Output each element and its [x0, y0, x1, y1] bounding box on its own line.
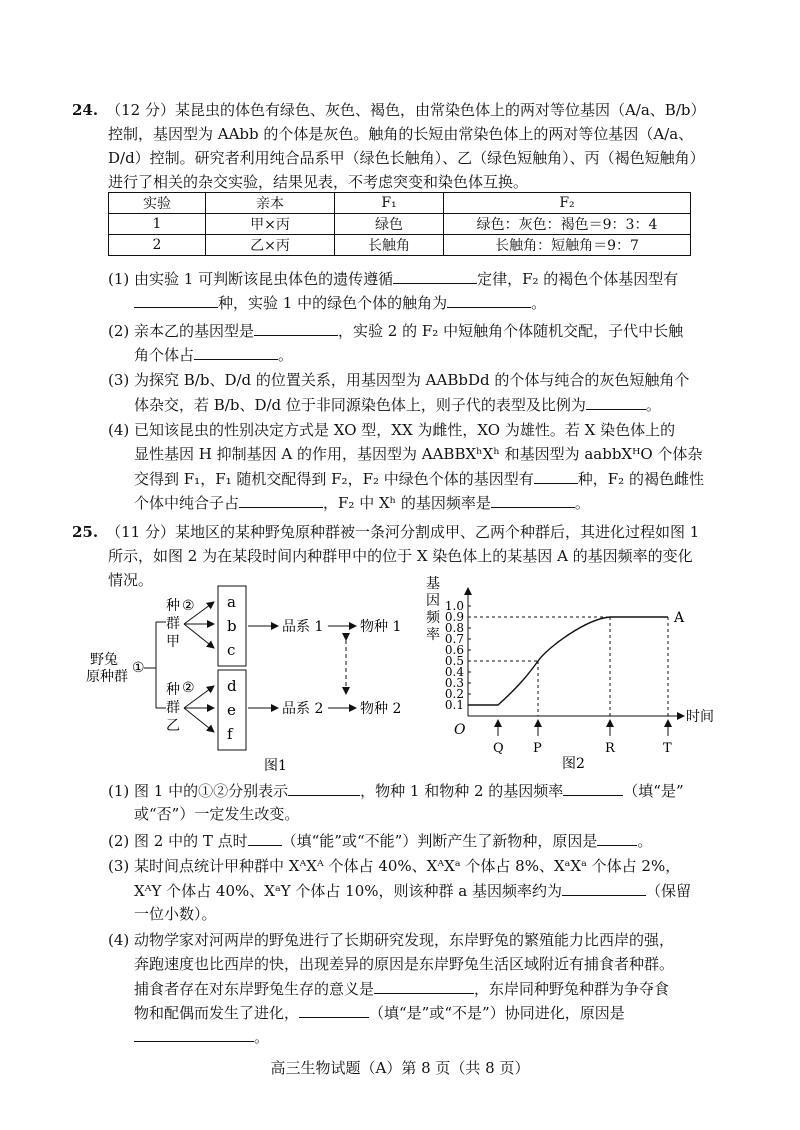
- table-cell: 1: [109, 214, 206, 235]
- box-a-item: c: [227, 641, 236, 659]
- table-cell: 长触角: [335, 235, 444, 256]
- table-header: F₁: [335, 193, 444, 214]
- q24-sub2-line1: (2) 亲本乙的基因型是 ，实验 2 的 F₂ 中短触角个体随机交配，子代中长触: [108, 322, 684, 340]
- table-row: [109, 214, 691, 235]
- table-cell: 绿色：灰色：褐色＝9：3：4: [444, 214, 691, 235]
- q24-sub1-line1: (1) 由实验 1 可判断该昆虫体色的遗传遵循 定律，F₂ 的褐色个体基因型有: [108, 270, 679, 288]
- fig2-caption: 图2: [562, 756, 585, 772]
- y-tick-label: 0.7: [444, 632, 464, 646]
- table-header: 实验: [109, 193, 206, 214]
- guide-lines: [468, 617, 668, 716]
- pop-a-char: 种: [166, 598, 180, 614]
- q25-sub3-line2: XᴬY 个体占 40%、XᵃY 个体占 10%，则该种群 a 基因频率约为 （保留: [134, 882, 692, 900]
- q24-sub4-line3: 交得到 F₁，F₁ 随机交配得到 F₂，F₂ 中绿色个体的基因型有 种，F₂ 的褐色雌性: [134, 470, 704, 488]
- figure-2: [420, 572, 720, 772]
- y-tick-label: 1.0: [444, 599, 464, 613]
- species-1: 物种 1: [360, 619, 402, 635]
- table-header-row: [109, 193, 691, 214]
- q24-sub4-line1: (4) 已知该昆虫的性别决定方式是 XO 型，XX 为雌性，XO 为雄性。若 X 染色体上的: [108, 421, 676, 439]
- origin-label: O: [454, 722, 466, 738]
- y-axis-label: [426, 575, 441, 643]
- box-b-item: d: [227, 677, 237, 695]
- table-cell: 甲×丙: [206, 214, 335, 235]
- q24-sub3-line2: 体杂交，若 B/b、D/d 位于非同源染色体上，则子代的表型及比例为 。: [134, 396, 661, 414]
- q24-sub4-line2: 显性基因 H 抑制基因 A 的作用，基因型为 AABBXʰXʰ 和基因型为 aabbXᴴO 个体杂: [134, 445, 703, 463]
- y-axis-label-char: 因: [426, 593, 440, 609]
- answer-blank[interactable]: [393, 268, 477, 284]
- y-tick-label: 0.1: [444, 698, 464, 712]
- y-tick-label: 0.3: [444, 676, 464, 690]
- strain-2: 品系 2: [282, 701, 324, 717]
- box-b-item: e: [227, 701, 236, 719]
- answer-blank[interactable]: [254, 320, 338, 336]
- q24-line3: D/d）控制。研究者利用纯合品系甲（绿色长触角）、乙（绿色短触角）、丙（褐色短触角）: [108, 149, 705, 167]
- box-b-item: f: [227, 725, 233, 743]
- y-tick-label: 0.6: [444, 643, 464, 657]
- figure-1: [84, 580, 424, 780]
- q25-number: 25.: [72, 523, 99, 541]
- q25-sub1-line1: (1) 图 1 中的①②分别表示 ，物种 1 和物种 2 的基因频率 （填“是”: [108, 782, 684, 800]
- q24-sub3-line1: (3) 为探究 B/b、D/d 的位置关系，用基因型为 AABbDd 的个体与纯合的灰色短触角个: [108, 371, 690, 389]
- box-a-item: b: [227, 617, 237, 635]
- q25-line1: 25. （11 分）某地区的某种野兔原种群被一条河分割成甲、乙两个种群后，其进化过程如图 1: [72, 523, 700, 541]
- answer-blank[interactable]: [194, 344, 278, 360]
- q25-sub4-line5: 。: [134, 1026, 269, 1047]
- table-cell: 乙×丙: [206, 235, 335, 256]
- strain-1: 品系 1: [282, 619, 324, 635]
- q25-sub4-line1: (4) 动物学家对河两岸的野兔进行了长期研究发现，东岸野兔的繁殖能力比西岸的强，: [108, 931, 675, 949]
- answer-blank[interactable]: [299, 1002, 369, 1018]
- fig1-caption: 图1: [264, 758, 287, 774]
- y-tick-label: 0.5: [444, 654, 464, 668]
- answer-blank[interactable]: [134, 292, 218, 308]
- q24-line2: 控制，基因型为 AAbb 的个体是灰色。触角的长短由常染色体上的两对等位基因（A/a、: [108, 125, 694, 143]
- y-axis-label-char: 基: [426, 576, 440, 592]
- circle-2: ②: [182, 680, 195, 696]
- y-tick-label: 0.4: [444, 665, 464, 679]
- q25-sub4-line2: 奔跑速度也比西岸的快，出现差异的原因是东岸野兔生活区域附近有捕食者种群。: [134, 955, 675, 973]
- q25-sub1-line2: 或“否”）一定发生改变。: [134, 805, 300, 823]
- y-tick-label: 0.9: [444, 610, 464, 624]
- answer-blank[interactable]: [248, 830, 282, 846]
- q24-line4: 进行了相关的杂交实验，结果见表，不考虑突变和染色体互换。: [108, 173, 529, 191]
- q25-sub2: (2) 图 2 中的 T 点时 （填“能”或“不能”）判断产生了新物种，原因是 。: [108, 832, 653, 850]
- answer-blank[interactable]: [586, 394, 646, 410]
- answer-blank[interactable]: [239, 492, 323, 508]
- y-axis-label-char: 频: [426, 610, 440, 626]
- species-2: 物种 2: [360, 701, 402, 717]
- q25-sub3-line1: (3) 某时间点统计甲种群中 XᴬXᴬ 个体占 40%、XᴬXᵃ 个体占 8%、XᵃXᵃ 个体占 2%，: [108, 857, 681, 875]
- answer-blank[interactable]: [563, 780, 623, 796]
- table-cell: 2: [109, 235, 206, 256]
- q25-line2: 所示，如图 2 为在某段时间内种群甲中的位于 X 染色体上的某基因 A 的基因频率的变化: [108, 547, 693, 565]
- q24-number: 24.: [72, 101, 99, 119]
- y-tick-label: 0.8: [444, 621, 464, 635]
- q24-table: [108, 192, 691, 256]
- answer-blank[interactable]: [134, 1026, 254, 1042]
- pop-a-char: 甲: [166, 634, 180, 650]
- x-axis-label: 时间: [686, 709, 714, 725]
- origin-label-1: 野兔: [90, 652, 118, 668]
- answer-blank[interactable]: [597, 830, 637, 846]
- y-axis-label-char: 率: [426, 627, 440, 643]
- point-label: Q: [493, 741, 504, 756]
- point-label: T: [663, 741, 672, 756]
- series-label: A: [674, 610, 685, 626]
- answer-blank[interactable]: [491, 492, 575, 508]
- answer-blank[interactable]: [374, 978, 474, 994]
- table-header: F₂: [444, 193, 691, 214]
- q25-sub3-line3: 一位小数）。: [134, 905, 217, 923]
- pop-b-char: 群: [166, 700, 180, 716]
- y-tick-label: 0.2: [444, 687, 464, 701]
- table-row: [109, 235, 691, 256]
- circle-1: ①: [132, 660, 145, 676]
- point-label: P: [533, 741, 542, 756]
- pop-b-char: 乙: [166, 718, 180, 734]
- point-label: R: [605, 741, 615, 756]
- answer-blank[interactable]: [534, 468, 578, 484]
- pop-a-char: 群: [166, 616, 180, 632]
- answer-blank[interactable]: [288, 780, 360, 796]
- page-footer: 高三生物试题（A）第 8 页（共 8 页）: [270, 1059, 530, 1077]
- table-cell: 绿色: [335, 214, 444, 235]
- q24-sub4-line4: 个体中纯合子占 ，F₂ 中 Xʰ 的基因频率是 。: [134, 494, 590, 512]
- pop-b-char: 种: [166, 682, 180, 698]
- x-point-markers: [493, 720, 672, 756]
- table-header: 亲本: [206, 193, 335, 214]
- origin-label-2: 原种群: [86, 669, 128, 685]
- table-cell: 长触角：短触角＝9：7: [444, 235, 691, 256]
- q24-sub1-line2: 种，实验 1 中的绿色个体的触角为 。: [134, 292, 546, 313]
- box-a-item: a: [227, 593, 236, 611]
- arrow: [184, 708, 214, 732]
- q25-line3: 情况。: [108, 571, 154, 589]
- q24-sub2-line2: 角个体占 。: [134, 346, 294, 364]
- answer-blank[interactable]: [447, 292, 531, 308]
- y-ticks: [445, 599, 471, 712]
- q25-sub4-line3: 捕食者存在对东岸野兔生存的意义是 ，东岸同种野兔种群为争夺食: [134, 980, 670, 998]
- q24-line1: 24. （12 分）某昆虫的体色有绿色、灰色、褐色，由常染色体上的两对等位基因（A/a、B/b）: [72, 101, 706, 119]
- answer-blank[interactable]: [562, 880, 646, 896]
- arrow: [184, 624, 214, 648]
- q25-sub4-line4: 物和配偶而发生了进化， （填“是”或“不是”）协同进化，原因是: [134, 1004, 625, 1022]
- circle-2: ②: [182, 598, 195, 614]
